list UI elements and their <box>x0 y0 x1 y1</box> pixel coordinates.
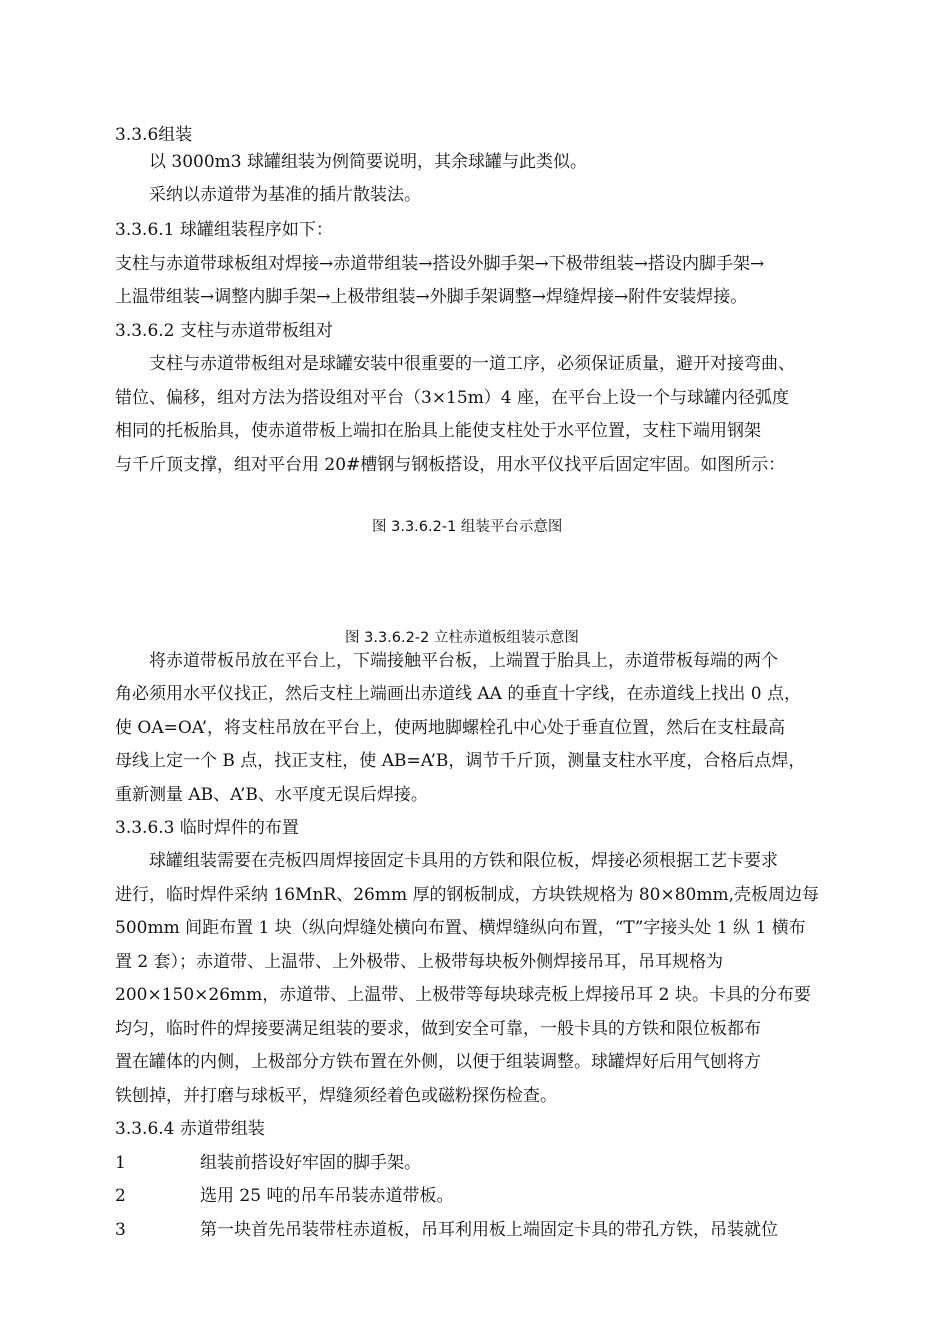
paragraph-line: 500mm 间距布置 1 块（纵向焊缝处横向布置、横焊缝纵向布置，“T”字接头处 1 纵 1 横布 <box>115 918 806 938</box>
paragraph-line: 铁刨掉，并打磨与球板平，焊缝须经着色或磁粉探伤检查。 <box>115 1086 557 1106</box>
section-heading-3-3-6-4: 3.3.6.4 赤道带组装 <box>115 1119 265 1139</box>
section-heading-3-3-6-2: 3.3.6.2 支柱与赤道带板组对 <box>115 321 333 341</box>
paragraph-line: 置在罐体的内侧，上极部分方铁布置在外侧，以便于组装调整。球罐焊好后用气刨将方 <box>115 1052 761 1072</box>
process-flow-line: 上温带组装→调整内脚手架→上极带组装→外脚手架调整→焊缝焊接→附件安装焊接。 <box>115 287 748 307</box>
figure-caption: 图 3.3.6.2-2 立柱赤道板组装示意图 <box>345 630 579 646</box>
paragraph-line: 200×150×26mm，赤道带、上温带、上极带等每块球壳板上焊接吊耳 2 块。卡具的分布要 <box>115 985 811 1005</box>
figure-caption: 图 3.3.6.2-1 组装平台示意图 <box>372 519 563 535</box>
paragraph-line: 错位、偏移，组对方法为搭设组对平台（3×15m）4 座，在平台上设一个与球罐内径弧度 <box>115 388 790 408</box>
paragraph-line: 置 2 套）；赤道带、上温带、上外极带、上极带每块板外侧焊接吊耳，吊耳规格为 <box>115 952 724 972</box>
paragraph-line: 与千斤顶支撑，组对平台用 20#槽钢与钢板搭设，用水平仪找平后固定牢固。如图所示： <box>115 455 786 475</box>
list-number: 1 <box>115 1153 126 1173</box>
process-flow-line: 支柱与赤道带球板组对焊接→赤道带组装→搭设外脚手架→下极带组装→搭设内脚手架→ <box>115 254 765 274</box>
paragraph-line: 将赤道带板吊放在平台上，下端接触平台板，上端置于胎具上，赤道带板每端的两个 <box>149 651 778 671</box>
paragraph: 采纳以赤道带为基准的插片散装法。 <box>149 185 421 205</box>
paragraph-line: 重新测量 AB、A’B、水平度无误后焊接。 <box>115 785 428 805</box>
list-text: 第一块首先吊装带柱赤道板，吊耳利用板上端固定卡具的带孔方铁，吊装就位 <box>200 1220 778 1240</box>
paragraph-line: 均匀，临时件的焊接要满足组装的要求，做到安全可靠，一般卡具的方铁和限位板都布 <box>115 1019 761 1039</box>
paragraph-line: 相同的托板胎具，使赤道带板上端扣在胎具上能使支柱处于水平位置，支柱下端用钢架 <box>115 421 761 441</box>
section-heading-3-3-6-3: 3.3.6.3 临时焊件的布置 <box>115 818 299 838</box>
paragraph-line: 使 OA=OA’，将支柱吊放在平台上，使两地脚螺栓孔中心处于垂直位置，然后在支柱最高 <box>115 718 785 738</box>
paragraph-line: 角必须用水平仪找正，然后支柱上端画出赤道线 AA 的垂直十字线，在赤道线上找出 0 点， <box>115 684 801 704</box>
paragraph: 以 3000m3 球罐组装为例简要说明，其余球罐与此类似。 <box>149 152 588 172</box>
paragraph-line: 母线上定一个 B 点，找正支柱，使 AB=A’B，调节千斤顶，测量支柱水平度，合格后点焊， <box>115 751 806 771</box>
list-number: 3 <box>115 1220 126 1240</box>
list-number: 2 <box>115 1186 126 1206</box>
paragraph-line: 进行，临时焊件采纳 16MnR、26mm 厚的钢板制成，方块铁规格为 80×80mm,壳板周边每 <box>115 885 820 905</box>
section-heading-3-3-6: 3.3.6组装 <box>115 125 193 145</box>
section-heading-3-3-6-1: 3.3.6.1 球罐组装程序如下： <box>115 220 333 240</box>
list-text: 选用 25 吨的吊车吊装赤道带板。 <box>200 1186 454 1206</box>
list-text: 组装前搭设好牢固的脚手架。 <box>200 1153 421 1173</box>
paragraph-line: 球罐组装需要在壳板四周焊接固定卡具用的方铁和限位板，焊接必须根据工艺卡要求 <box>149 851 778 871</box>
paragraph-line: 支柱与赤道带板组对是球罐安装中很重要的一道工序，必须保证质量，避开对接弯曲、 <box>149 354 795 374</box>
